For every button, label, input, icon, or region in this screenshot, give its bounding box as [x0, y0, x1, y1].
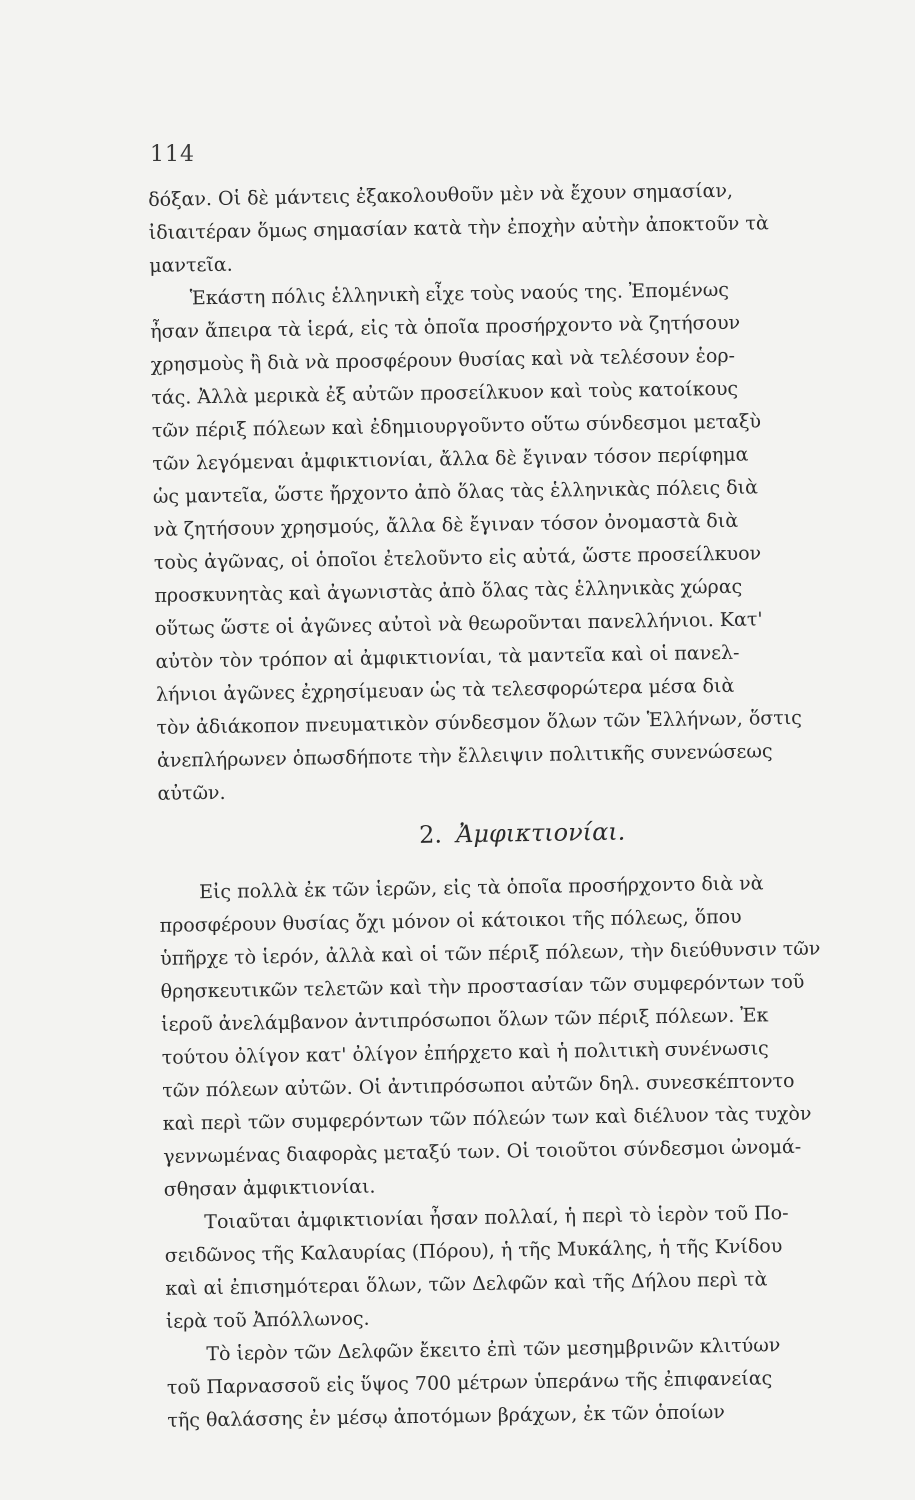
text-line: καὶ αἱ ἐπισημότεραι ὅλων, τῶν Δελφῶν καὶ τῆς Δήλου περὶ τὰ [165, 1268, 768, 1300]
text-line: σειδῶνος τῆς Καλαυρίας (Πόρου), ἡ τῆς Μυκάλης, ἡ τῆς Κνίδου [164, 1235, 783, 1267]
text-line: τάς. Ἀλλὰ μερικὰ ἐξ αὐτῶν προσείλκυον καὶ τοὺς κατοίκους [151, 377, 739, 409]
section-number: 2. [418, 820, 443, 849]
text-line: ἱεροῦ ἀνελάμβανον ἀντιπρόσωποι ὅλων τῶν πέριξ πόλεων. Ἐκ [161, 1004, 769, 1036]
text-line: ὑπῆρχε τὸ ἱερόν, ἀλλὰ καὶ οἱ τῶν πέριξ πόλεων, τὴν διεύθυνσιν τῶν [160, 937, 821, 970]
text-line: νὰ ζητήσουν χρησμούς, ἄλλα δὲ ἔγιναν τόσον ὀνομαστὰ διὰ [153, 509, 739, 541]
text-line: προσκυνητὰς καὶ ἀγωνιστὰς ἀπὸ ὅλας τὰς ἑλληνικὰς χώρας [154, 575, 743, 607]
text-line: ὡς μαντεῖα, ὥστε ἤρχοντο ἀπὸ ὅλας τὰς ἑλληνικὰς πόλεις διὰ [152, 476, 759, 508]
text-line: θρησκευτικῶν τελετῶν καὶ τὴν προστασίαν τῶν συμφερόντων τοῦ [160, 970, 805, 1003]
body-text [148, 173, 896, 1438]
text-line: ἦσαν ἄπειρα τὰ ἱερά, εἰς τὰ ὁποῖα προσήρχοντο νὰ ζητήσουν [150, 311, 741, 343]
text-line: τοὺς ἀγῶνας, οἱ ὁποῖοι ἐτελοῦντο εἰς αὐτά, ὥστε προσείλκυον [153, 542, 762, 574]
text-line: ἰδιαιτέραν ὅμως σημασίαν κατὰ τὴν ἐποχὴν αὐτὴν ἀποκτοῦν τὰ [148, 212, 769, 244]
text-line: τῶν πέριξ πόλεων καὶ ἐδημιουργοῦντο οὕτω σύνδεσμοι μεταξὺ [151, 410, 762, 442]
text-line: ἱερὰ τοῦ Ἀπόλλωνος. [165, 1307, 370, 1333]
text-line: Εἰς πολλὰ ἐκ τῶν ἱερῶν, εἰς τὰ ὁποῖα προσήρχοντο διὰ νὰ [198, 872, 764, 904]
text-line: Τὸ ἱερὸν τῶν Δελφῶν ἔκειτο ἐπὶ τῶν μεσημβρινῶν κλιτύων [206, 1334, 781, 1366]
paragraph-5 [166, 1327, 895, 1437]
text-line: Τοιαῦται ἀμφικτιονίαι ἦσαν πολλαί, ἡ περὶ τὸ ἱερὸν τοῦ Πο- [204, 1202, 789, 1234]
section-title: Ἀμφικτιονίαι. [455, 817, 626, 849]
section-heading [158, 807, 887, 858]
text-line: τοῦ Παρνασσοῦ εἰς ὕψος 700 μέτρων ὑπεράνω τῆς ἐπιφανείας [166, 1367, 773, 1399]
text-line: αὐτὸν τὸν τρόπον αἱ ἀμφικτιονίαι, τὰ μαντεῖα καὶ οἱ πανελ- [155, 641, 740, 673]
text-line: τούτου ὀλίγον κατ' ὀλίγον ἐπήρχετο καὶ ἡ πολιτικὴ συνένωσις [161, 1037, 769, 1069]
text-line: χρησμοὺς ἢ διὰ νὰ προσφέρουν θυσίας καὶ νὰ τελέσουν ἑορ- [150, 344, 736, 376]
text-line: σθησαν ἀμφικτιονίαι. [163, 1175, 376, 1201]
text-line: προσφέρουν θυσίας ὄχι μόνον οἱ κάτοικοι τῆς πόλεως, ὅπου [159, 905, 742, 937]
text-line: λήνιοι ἀγῶνες ἐχρησίμευαν ὡς τὰ τελεσφορώτερα μέσα διὰ [155, 674, 735, 706]
paragraph-3 [159, 865, 892, 1206]
text-line: τῶν λεγόμεναι ἀμφικτιονίαι, ἄλλα δὲ ἔγιναν τόσον περίφημα [152, 443, 749, 475]
text-line: Ἑκάστη πόλις ἑλληνικὴ εἶχε τοὺς ναούς της. Ἐπομένως [189, 278, 730, 310]
text-line: γεννωμένας διαφορὰς μεταξύ των. Οἱ τοιοῦτοι σύνδεσμοι ὠνομά- [163, 1135, 802, 1168]
text-line: τῶν πόλεων αὐτῶν. Οἱ ἀντιπρόσωποι αὐτῶν δηλ. συνεσκέπτοντο [162, 1069, 795, 1102]
text-line: τὸν ἀδιάκοπον πνευματικὸν σύνδεσμον ὅλων τῶν Ἑλλήνων, ὅστις [156, 706, 803, 739]
text-line: οὕτως ὥστε οἱ ἀγῶνες αὐτοὶ νὰ θεωροῦνται πανελλήνιοι. Κατ' [154, 608, 763, 640]
paragraph-1 [148, 173, 877, 283]
text-line: μαντεῖα. [149, 253, 233, 277]
paragraph-4 [164, 1195, 894, 1338]
text-line: καὶ περὶ τῶν συμφερόντων τῶν πόλεών των καὶ διέλυον τὰς τυχὸν [162, 1102, 812, 1135]
paragraph-2 [150, 272, 886, 811]
text-line: τῆς θαλάσσης ἐν μέσῳ ἀποτόμων βράχων, ἐκ τῶν ὁποίων [167, 1401, 726, 1432]
text-line: αὐτῶν. [157, 781, 226, 805]
text-line: ἀνεπλήρωνεν ὁπωσδήποτε τὴν ἔλλειψιν πολιτικῆς συνενώσεως [156, 740, 773, 772]
text-line: δόξαν. Οἱ δὲ μάντεις ἐξακολουθοῦν μὲν νὰ ἔχουν σημασίαν, [148, 179, 734, 211]
page-number: 114 [150, 142, 195, 167]
